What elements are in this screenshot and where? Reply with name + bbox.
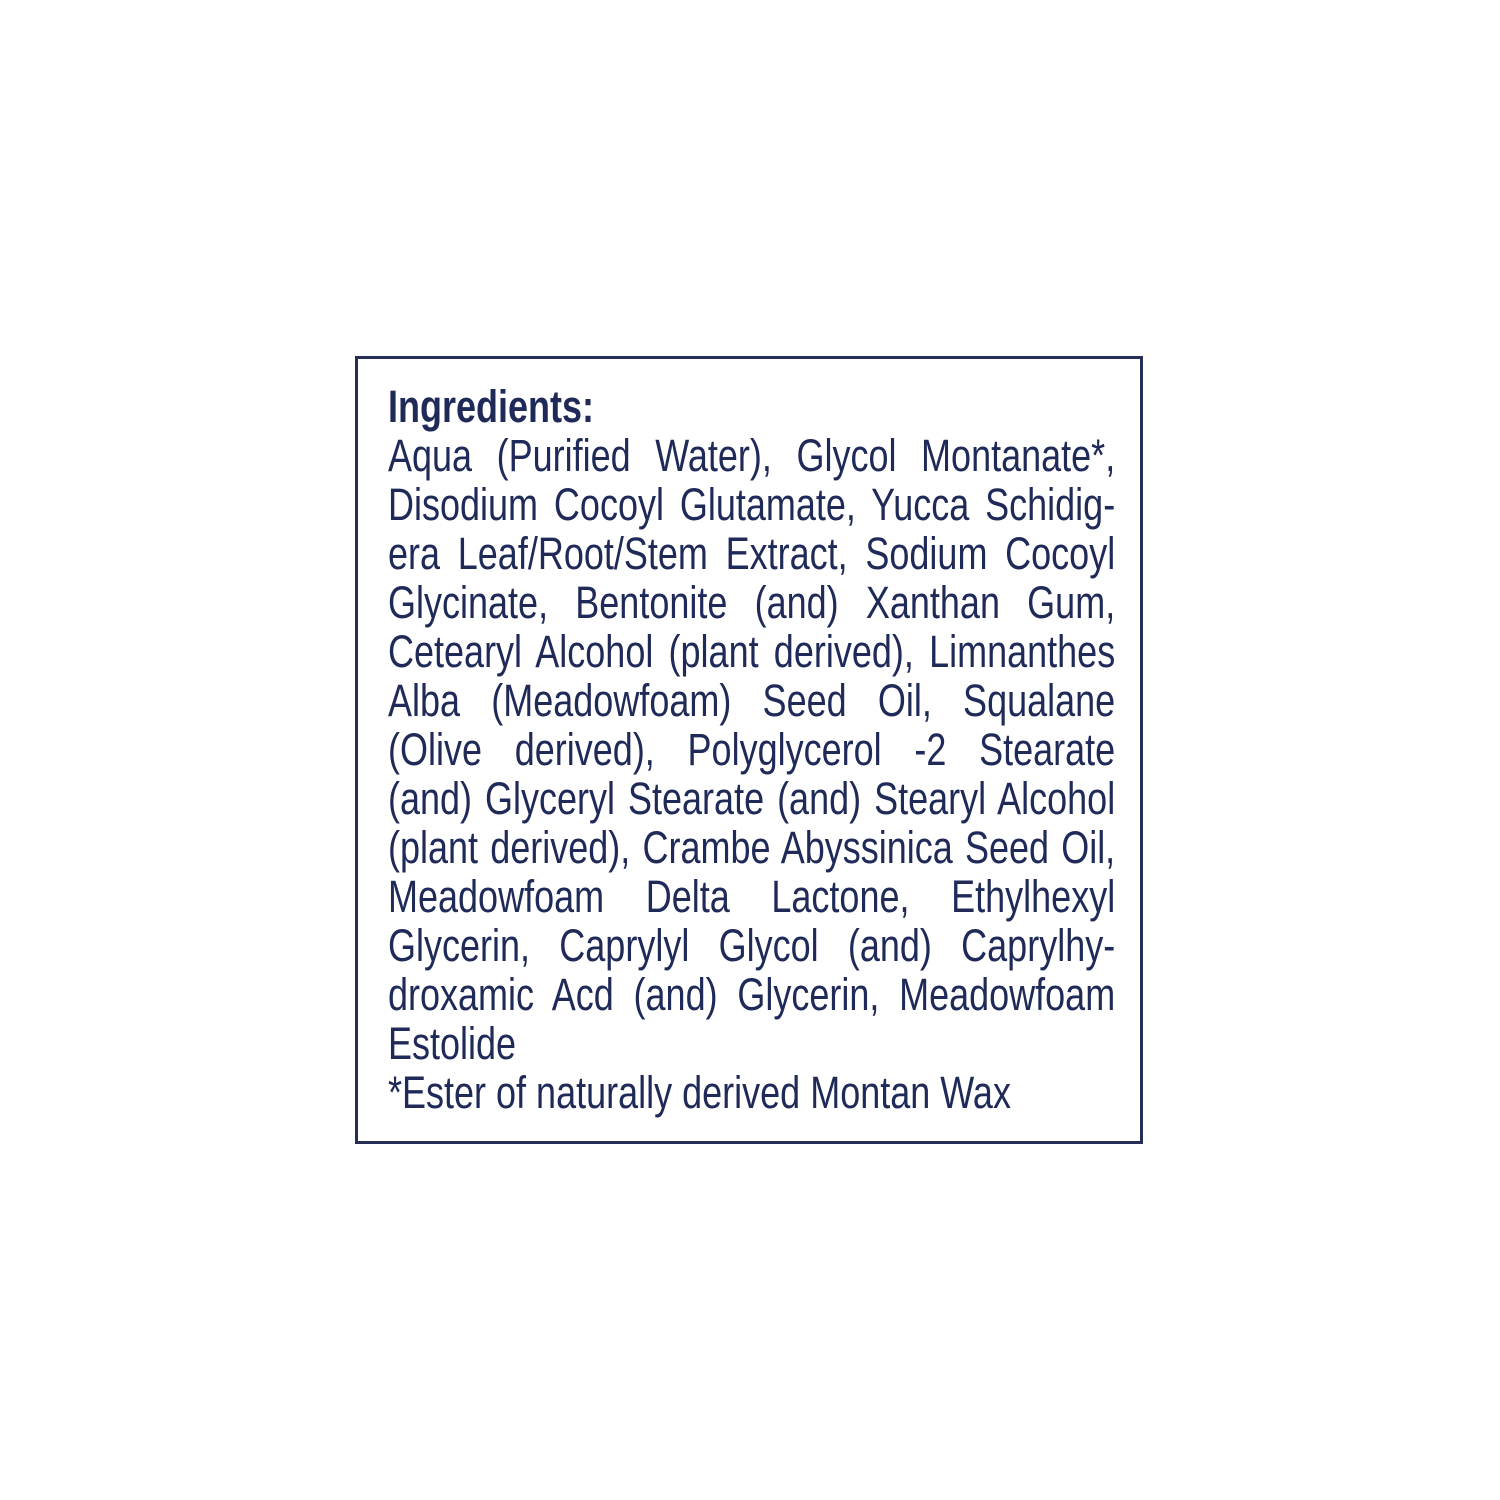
ingredient-line: Disodium Cocoyl Glutamate, Yucca Schidig- [388, 479, 1116, 530]
ingredient-line: Glycinate, Bentonite (and) Xanthan Gum, [388, 577, 1116, 628]
ingredient-line: era Leaf/Root/Stem Extract, Sodium Cocoyl [388, 528, 1116, 579]
ingredient-line: Alba (Meadowfoam) Seed Oil, Squalane [388, 675, 1116, 726]
ingredients-text-block [388, 382, 1115, 1117]
ingredients-heading: Ingredients: [388, 381, 595, 432]
ingredient-line: droxamic Acd (and) Glycerin, Meadowfoam [388, 969, 1116, 1020]
ingredient-line: Cetearyl Alcohol (plant derived), Limnanthes [388, 626, 1116, 677]
ingredient-line: (Olive derived), Polyglycerol -2 Stearate [388, 724, 1116, 775]
ingredient-line: Aqua (Purified Water), Glycol Montanate*, [388, 430, 1116, 481]
ingredient-line: Glycerin, Caprylyl Glycol (and) Caprylhy- [388, 920, 1116, 971]
ingredient-line: (plant derived), Crambe Abyssinica Seed Oil, [388, 822, 1116, 873]
ingredient-line: Meadowfoam Delta Lactone, Ethylhexyl [388, 871, 1116, 922]
ingredients-label-box [355, 356, 1143, 1144]
ingredient-line: (and) Glyceryl Stearate (and) Stearyl Alcohol [388, 773, 1116, 824]
ingredient-line: Estolide [388, 1018, 517, 1069]
footnote: *Ester of naturally derived Montan Wax [388, 1067, 1011, 1118]
